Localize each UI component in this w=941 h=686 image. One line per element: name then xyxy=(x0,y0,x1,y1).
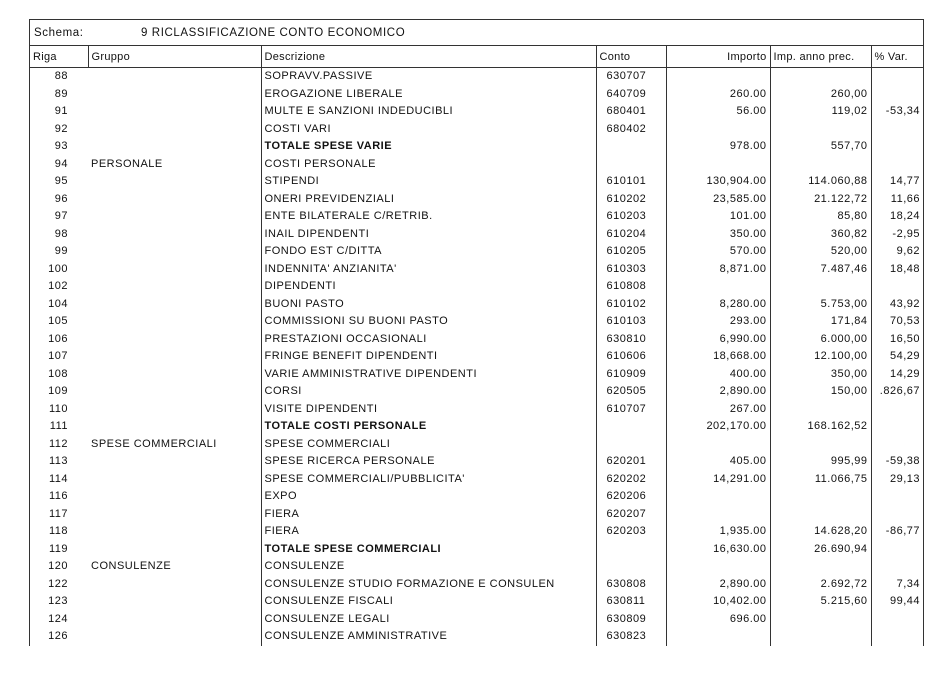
cell-descrizione: CONSULENZE STUDIO FORMAZIONE E CONSULEN xyxy=(261,576,596,594)
cell-gruppo xyxy=(88,541,261,559)
cell-conto: 610707 xyxy=(596,401,666,419)
column-header-riga: Riga xyxy=(30,46,88,68)
cell-descrizione: TOTALE COSTI PERSONALE xyxy=(261,418,596,436)
cell-importo: 696.00 xyxy=(666,611,770,629)
cell-descrizione: SPESE RICERCA PERSONALE xyxy=(261,453,596,471)
cell-imp-anno-prec: 2.692,72 xyxy=(770,576,871,594)
cell-var: 14,29 xyxy=(871,366,923,384)
cell-descrizione: ENTE BILATERALE C/RETRIB. xyxy=(261,208,596,226)
cell-conto xyxy=(596,541,666,559)
cell-importo: 6,990.00 xyxy=(666,331,770,349)
cell-var xyxy=(871,138,923,156)
cell-var xyxy=(871,418,923,436)
table-row xyxy=(30,121,923,139)
cell-importo xyxy=(666,436,770,454)
cell-gruppo: CONSULENZE xyxy=(91,560,172,573)
cell-gruppo xyxy=(88,278,261,296)
cell-riga: 106 xyxy=(48,332,68,345)
cell-var xyxy=(871,86,923,104)
cell-gruppo xyxy=(88,296,261,314)
cell-riga: 118 xyxy=(48,525,68,538)
cell-riga: 110 xyxy=(48,402,68,415)
cell-riga: 89 xyxy=(54,87,68,100)
cell-gruppo xyxy=(88,226,261,244)
cell-gruppo xyxy=(88,68,261,86)
table-row xyxy=(30,348,923,366)
cell-imp-anno-prec: 6.000,00 xyxy=(770,331,871,349)
cell-importo: 293.00 xyxy=(666,313,770,331)
cell-var: 7,34 xyxy=(871,576,923,594)
table-row xyxy=(30,383,923,401)
table-header-row xyxy=(30,46,923,68)
table-row xyxy=(30,86,923,104)
cell-imp-anno-prec xyxy=(770,401,871,419)
column-header-gruppo: Gruppo xyxy=(88,46,261,68)
cell-gruppo xyxy=(88,173,261,191)
cell-imp-anno-prec: 7.487,46 xyxy=(770,261,871,279)
cell-importo: 16,630.00 xyxy=(666,541,770,559)
cell-riga: 107 xyxy=(48,350,68,363)
report-table xyxy=(30,46,923,646)
table-row xyxy=(30,558,923,576)
cell-var: 29,13 xyxy=(871,471,923,489)
cell-var: 70,53 xyxy=(871,313,923,331)
cell-imp-anno-prec xyxy=(770,558,871,576)
cell-var: -59,38 xyxy=(871,453,923,471)
table-row xyxy=(30,278,923,296)
table-row xyxy=(30,296,923,314)
cell-imp-anno-prec xyxy=(770,488,871,506)
cell-imp-anno-prec xyxy=(770,121,871,139)
cell-gruppo xyxy=(88,208,261,226)
cell-descrizione: EROGAZIONE LIBERALE xyxy=(261,86,596,104)
cell-importo: 1,935.00 xyxy=(666,523,770,541)
cell-conto xyxy=(596,156,666,174)
column-header-conto: Conto xyxy=(596,46,666,68)
schema-header xyxy=(30,20,923,46)
cell-descrizione: MULTE E SANZIONI INDEDUCIBLI xyxy=(261,103,596,121)
cell-importo: 56.00 xyxy=(666,103,770,121)
cell-conto: 610303 xyxy=(596,261,666,279)
cell-riga: 116 xyxy=(48,490,68,503)
cell-importo xyxy=(666,156,770,174)
cell-var xyxy=(871,156,923,174)
cell-descrizione: SPESE COMMERCIALI/PUBBLICITA' xyxy=(261,471,596,489)
cell-gruppo xyxy=(88,383,261,401)
cell-conto: 620201 xyxy=(596,453,666,471)
cell-riga: 100 xyxy=(48,262,68,275)
cell-gruppo xyxy=(88,576,261,594)
cell-riga: 126 xyxy=(48,630,68,643)
table-row xyxy=(30,593,923,611)
column-header-importo: Importo xyxy=(666,46,770,68)
cell-riga: 97 xyxy=(54,210,68,223)
cell-gruppo: PERSONALE xyxy=(91,157,163,170)
cell-importo: 570.00 xyxy=(666,243,770,261)
cell-imp-anno-prec: 995,99 xyxy=(770,453,871,471)
cell-conto: 610808 xyxy=(596,278,666,296)
cell-descrizione: CONSULENZE AMMINISTRATIVE xyxy=(261,628,596,646)
cell-descrizione: COSTI VARI xyxy=(261,121,596,139)
cell-var: 18,24 xyxy=(871,208,923,226)
cell-descrizione: CORSI xyxy=(261,383,596,401)
cell-gruppo xyxy=(88,313,261,331)
table-row xyxy=(30,261,923,279)
table-row xyxy=(30,401,923,419)
table-row xyxy=(30,471,923,489)
cell-importo: 350.00 xyxy=(666,226,770,244)
cell-conto: 620207 xyxy=(596,506,666,524)
cell-conto: 610203 xyxy=(596,208,666,226)
cell-riga: 119 xyxy=(48,542,68,555)
table-row xyxy=(30,173,923,191)
cell-riga: 92 xyxy=(54,122,68,135)
cell-conto: 630808 xyxy=(596,576,666,594)
table-row xyxy=(30,541,923,559)
cell-conto: 630811 xyxy=(596,593,666,611)
cell-descrizione: DIPENDENTI xyxy=(261,278,596,296)
cell-gruppo xyxy=(88,103,261,121)
cell-importo: 400.00 xyxy=(666,366,770,384)
cell-gruppo xyxy=(88,121,261,139)
cell-descrizione: FRINGE BENEFIT DIPENDENTI xyxy=(261,348,596,366)
cell-var xyxy=(871,401,923,419)
cell-riga: 111 xyxy=(49,420,68,433)
cell-gruppo: SPESE COMMERCIALI xyxy=(91,437,217,450)
cell-conto: 620202 xyxy=(596,471,666,489)
table-row xyxy=(30,523,923,541)
cell-descrizione: TOTALE SPESE VARIE xyxy=(261,138,596,156)
cell-var: .826,67 xyxy=(871,383,923,401)
cell-imp-anno-prec: 150,00 xyxy=(770,383,871,401)
cell-descrizione: STIPENDI xyxy=(261,173,596,191)
cell-imp-anno-prec: 5.753,00 xyxy=(770,296,871,314)
cell-riga: 104 xyxy=(48,297,68,310)
cell-importo: 267.00 xyxy=(666,401,770,419)
cell-riga: 105 xyxy=(48,315,68,328)
cell-var: 11,66 xyxy=(871,191,923,209)
table-row xyxy=(30,243,923,261)
cell-riga: 94 xyxy=(54,157,68,170)
cell-descrizione: EXPO xyxy=(261,488,596,506)
cell-conto: 630707 xyxy=(596,68,666,86)
cell-imp-anno-prec xyxy=(770,628,871,646)
cell-imp-anno-prec: 350,00 xyxy=(770,366,871,384)
report-sheet xyxy=(29,19,924,646)
cell-conto: 620505 xyxy=(596,383,666,401)
cell-var xyxy=(871,506,923,524)
cell-gruppo xyxy=(88,261,261,279)
column-header-imp-anno-prec: Imp. anno prec. xyxy=(770,46,871,68)
cell-gruppo xyxy=(88,471,261,489)
cell-imp-anno-prec: 119,02 xyxy=(770,103,871,121)
schema-label: Schema: xyxy=(34,26,84,39)
cell-riga: 117 xyxy=(48,507,68,520)
cell-imp-anno-prec xyxy=(770,278,871,296)
cell-var: 14,77 xyxy=(871,173,923,191)
cell-gruppo xyxy=(88,628,261,646)
cell-var xyxy=(871,611,923,629)
cell-conto: 610101 xyxy=(596,173,666,191)
cell-importo: 202,170.00 xyxy=(666,418,770,436)
cell-gruppo xyxy=(88,506,261,524)
cell-imp-anno-prec: 557,70 xyxy=(770,138,871,156)
cell-conto: 610204 xyxy=(596,226,666,244)
cell-imp-anno-prec: 168.162,52 xyxy=(770,418,871,436)
cell-importo: 23,585.00 xyxy=(666,191,770,209)
cell-imp-anno-prec: 520,00 xyxy=(770,243,871,261)
cell-riga: 91 xyxy=(54,105,68,118)
cell-descrizione: CONSULENZE LEGALI xyxy=(261,611,596,629)
cell-imp-anno-prec xyxy=(770,68,871,86)
schema-title: 9 RICLASSIFICAZIONE CONTO ECONOMICO xyxy=(141,26,406,39)
cell-riga: 99 xyxy=(54,245,68,258)
cell-var xyxy=(871,68,923,86)
cell-gruppo xyxy=(88,243,261,261)
table-row xyxy=(30,138,923,156)
cell-gruppo xyxy=(88,191,261,209)
cell-importo: 14,291.00 xyxy=(666,471,770,489)
cell-var xyxy=(871,436,923,454)
cell-conto: 610202 xyxy=(596,191,666,209)
cell-conto: 620203 xyxy=(596,523,666,541)
cell-var xyxy=(871,121,923,139)
cell-descrizione: CONSULENZE FISCALI xyxy=(261,593,596,611)
cell-conto: 610103 xyxy=(596,313,666,331)
cell-riga: 113 xyxy=(48,455,68,468)
cell-riga: 98 xyxy=(54,227,68,240)
cell-gruppo xyxy=(88,593,261,611)
cell-descrizione: FIERA xyxy=(261,506,596,524)
cell-var: 18,48 xyxy=(871,261,923,279)
cell-conto: 610102 xyxy=(596,296,666,314)
table-row xyxy=(30,576,923,594)
cell-conto xyxy=(596,436,666,454)
cell-gruppo xyxy=(88,348,261,366)
cell-importo: 10,402.00 xyxy=(666,593,770,611)
cell-importo: 2,890.00 xyxy=(666,576,770,594)
cell-descrizione: ONERI PREVIDENZIALI xyxy=(261,191,596,209)
cell-riga: 96 xyxy=(54,192,68,205)
cell-var: 99,44 xyxy=(871,593,923,611)
table-row xyxy=(30,103,923,121)
cell-descrizione: COMMISSIONI SU BUONI PASTO xyxy=(261,313,596,331)
cell-imp-anno-prec: 11.066,75 xyxy=(770,471,871,489)
cell-gruppo xyxy=(88,86,261,104)
cell-importo xyxy=(666,68,770,86)
cell-var: 43,92 xyxy=(871,296,923,314)
cell-imp-anno-prec xyxy=(770,436,871,454)
table-row xyxy=(30,628,923,646)
cell-conto: 630823 xyxy=(596,628,666,646)
cell-conto: 610606 xyxy=(596,348,666,366)
cell-riga: 120 xyxy=(48,560,68,573)
cell-var xyxy=(871,541,923,559)
cell-conto: 610909 xyxy=(596,366,666,384)
cell-gruppo xyxy=(88,611,261,629)
cell-importo xyxy=(666,506,770,524)
cell-importo xyxy=(666,278,770,296)
cell-importo: 130,904.00 xyxy=(666,173,770,191)
table-row xyxy=(30,366,923,384)
cell-imp-anno-prec: 5.215,60 xyxy=(770,593,871,611)
cell-riga: 123 xyxy=(48,595,68,608)
cell-importo: 8,280.00 xyxy=(666,296,770,314)
cell-descrizione: SPESE COMMERCIALI xyxy=(261,436,596,454)
cell-imp-anno-prec: 114.060,88 xyxy=(770,173,871,191)
table-row xyxy=(30,226,923,244)
table-row xyxy=(30,208,923,226)
cell-var: 16,50 xyxy=(871,331,923,349)
cell-descrizione: FIERA xyxy=(261,523,596,541)
cell-riga: 108 xyxy=(48,367,68,380)
table-row xyxy=(30,611,923,629)
cell-riga: 114 xyxy=(48,472,68,485)
cell-descrizione: COSTI PERSONALE xyxy=(261,156,596,174)
table-row xyxy=(30,436,923,454)
cell-gruppo xyxy=(88,453,261,471)
cell-riga: 95 xyxy=(54,175,68,188)
cell-importo: 18,668.00 xyxy=(666,348,770,366)
cell-descrizione: CONSULENZE xyxy=(261,558,596,576)
cell-riga: 112 xyxy=(48,437,68,450)
table-row xyxy=(30,156,923,174)
cell-gruppo xyxy=(88,366,261,384)
cell-riga: 102 xyxy=(48,280,68,293)
cell-imp-anno-prec: 14.628,20 xyxy=(770,523,871,541)
cell-gruppo xyxy=(88,138,261,156)
cell-descrizione: SOPRAVV.PASSIVE xyxy=(261,68,596,86)
cell-riga: 122 xyxy=(48,577,68,590)
cell-var: -86,77 xyxy=(871,523,923,541)
cell-descrizione: VISITE DIPENDENTI xyxy=(261,401,596,419)
cell-imp-anno-prec: 171,84 xyxy=(770,313,871,331)
column-header-var: % Var. xyxy=(871,46,923,68)
cell-importo: 2,890.00 xyxy=(666,383,770,401)
cell-importo xyxy=(666,628,770,646)
cell-importo: 405.00 xyxy=(666,453,770,471)
cell-imp-anno-prec xyxy=(770,156,871,174)
cell-conto: 630810 xyxy=(596,331,666,349)
table-row xyxy=(30,313,923,331)
cell-conto xyxy=(596,558,666,576)
cell-gruppo xyxy=(88,331,261,349)
cell-riga: 124 xyxy=(48,612,68,625)
cell-gruppo xyxy=(88,418,261,436)
cell-importo xyxy=(666,488,770,506)
cell-var: -53,34 xyxy=(871,103,923,121)
cell-conto: 680402 xyxy=(596,121,666,139)
column-header-descrizione: Descrizione xyxy=(261,46,596,68)
cell-gruppo xyxy=(88,401,261,419)
cell-importo xyxy=(666,121,770,139)
cell-imp-anno-prec xyxy=(770,506,871,524)
cell-importo xyxy=(666,558,770,576)
cell-var xyxy=(871,628,923,646)
cell-riga: 88 xyxy=(54,70,68,83)
cell-conto: 620206 xyxy=(596,488,666,506)
cell-importo: 260.00 xyxy=(666,86,770,104)
cell-var xyxy=(871,558,923,576)
cell-imp-anno-prec: 26.690,94 xyxy=(770,541,871,559)
cell-var xyxy=(871,278,923,296)
cell-riga: 109 xyxy=(48,385,68,398)
cell-conto: 680401 xyxy=(596,103,666,121)
table-row xyxy=(30,331,923,349)
cell-imp-anno-prec: 21.122,72 xyxy=(770,191,871,209)
cell-importo: 101.00 xyxy=(666,208,770,226)
cell-imp-anno-prec: 85,80 xyxy=(770,208,871,226)
table-row xyxy=(30,488,923,506)
cell-imp-anno-prec: 260,00 xyxy=(770,86,871,104)
cell-conto: 640709 xyxy=(596,86,666,104)
cell-imp-anno-prec xyxy=(770,611,871,629)
cell-conto: 610205 xyxy=(596,243,666,261)
cell-gruppo xyxy=(88,523,261,541)
cell-importo: 8,871.00 xyxy=(666,261,770,279)
cell-conto: 630809 xyxy=(596,611,666,629)
cell-descrizione: FONDO EST C/DITTA xyxy=(261,243,596,261)
cell-descrizione: INAIL DIPENDENTI xyxy=(261,226,596,244)
cell-conto xyxy=(596,138,666,156)
table-row xyxy=(30,418,923,436)
cell-importo: 978.00 xyxy=(666,138,770,156)
cell-var: -2,95 xyxy=(871,226,923,244)
cell-var: 9,62 xyxy=(871,243,923,261)
table-row xyxy=(30,506,923,524)
cell-var: 54,29 xyxy=(871,348,923,366)
table-row xyxy=(30,453,923,471)
cell-riga: 93 xyxy=(54,140,68,153)
table-row xyxy=(30,68,923,86)
cell-descrizione: TOTALE SPESE COMMERCIALI xyxy=(261,541,596,559)
cell-conto xyxy=(596,418,666,436)
cell-gruppo xyxy=(88,488,261,506)
cell-imp-anno-prec: 12.100,00 xyxy=(770,348,871,366)
table-row xyxy=(30,191,923,209)
cell-imp-anno-prec: 360,82 xyxy=(770,226,871,244)
cell-descrizione: INDENNITA' ANZIANITA' xyxy=(261,261,596,279)
cell-descrizione: PRESTAZIONI OCCASIONALI xyxy=(261,331,596,349)
cell-descrizione: VARIE AMMINISTRATIVE DIPENDENTI xyxy=(261,366,596,384)
table-body xyxy=(30,68,923,646)
cell-var xyxy=(871,488,923,506)
cell-descrizione: BUONI PASTO xyxy=(261,296,596,314)
